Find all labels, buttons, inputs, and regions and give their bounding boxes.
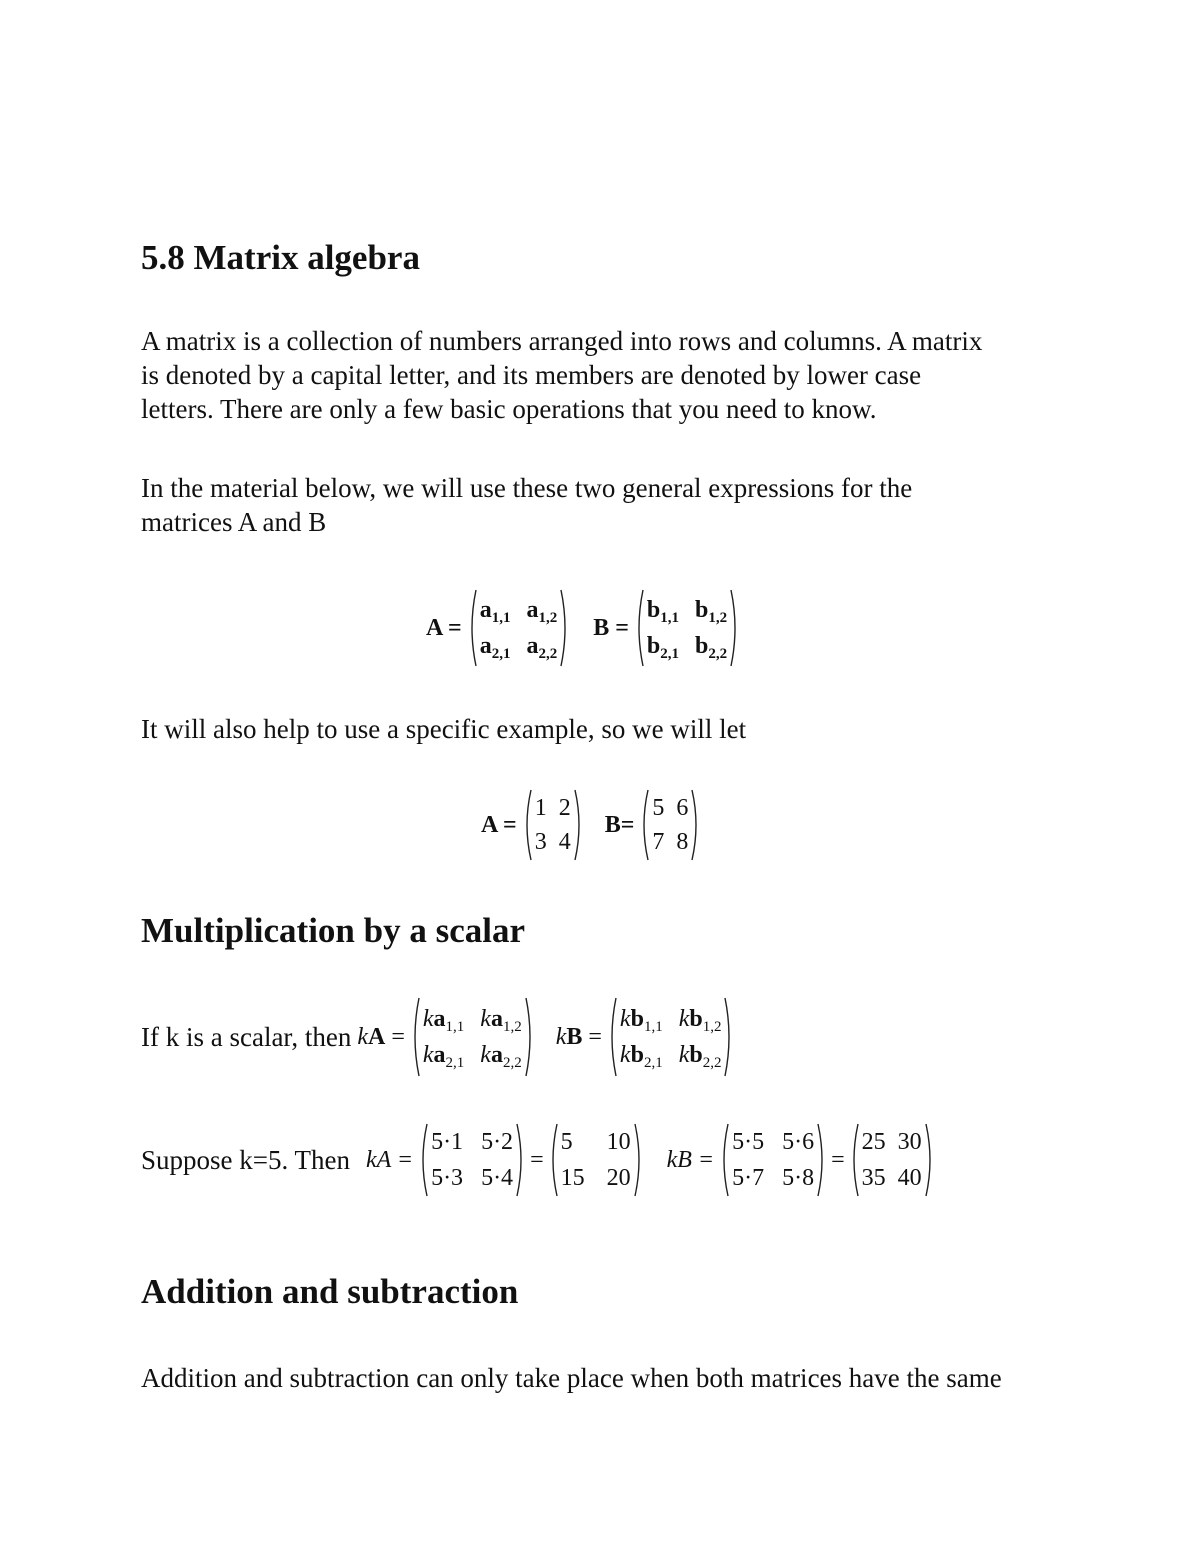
matrix-cell: $ka_{1,2}$ xyxy=(480,1006,522,1035)
general-line: matrices A and B xyxy=(141,507,327,537)
matrix-cell: 5·1 xyxy=(431,1129,464,1155)
left-paren-icon xyxy=(848,1122,860,1198)
matrix-cell: 15 xyxy=(560,1165,585,1191)
matrix-cell: 35 xyxy=(861,1165,886,1191)
matrix-cell: $kb_{2,2}$ xyxy=(678,1042,722,1071)
kb-label: kB = xyxy=(666,1146,715,1173)
scalar-text: If k is a scalar, then xyxy=(141,1022,352,1052)
matrix-b-general xyxy=(633,588,741,668)
intro-line: letters. There are only a few basic operations that you need to know. xyxy=(141,394,877,424)
matrix-cell: 5 xyxy=(560,1129,573,1155)
matrix-cell: 1 xyxy=(534,795,547,821)
intro-paragraph xyxy=(141,324,982,426)
matrix-cell: $b_{1,2}$ xyxy=(694,597,728,626)
matrix-cell: 20 xyxy=(606,1165,631,1191)
general-matrices-equation xyxy=(426,588,741,668)
suppose-text: Suppose k=5. Then xyxy=(141,1145,350,1175)
section-heading-addition: Addition and subtraction xyxy=(141,1272,519,1311)
left-paren-icon xyxy=(409,996,421,1078)
right-paren-icon xyxy=(559,588,571,668)
matrix-cell: $b_{2,2}$ xyxy=(694,633,728,662)
addition-line: Addition and subtraction can only take place when both matrices have the same xyxy=(141,1363,1002,1393)
intro-line: is denoted by a capital letter, and its members are denoted by lower case xyxy=(141,360,922,390)
matrix-cell: 10 xyxy=(606,1129,631,1155)
left-paren-icon xyxy=(606,996,618,1078)
matrix-cell: $kb_{1,1}$ xyxy=(619,1006,663,1035)
matrix-cell: 4 xyxy=(558,829,571,855)
matrix-kb-expression xyxy=(718,1122,828,1198)
matrix-cell: 30 xyxy=(897,1129,922,1155)
matrix-kb-result xyxy=(848,1122,936,1198)
matrix-a-general xyxy=(466,588,572,668)
matrix-cell: 5·7 xyxy=(732,1165,765,1191)
intro-line: A matrix is a collection of numbers arranged into rows and columns. A matrix xyxy=(141,326,983,356)
matrix-cell: 5·3 xyxy=(431,1165,464,1191)
matrix-b-label: B = xyxy=(593,614,629,641)
matrix-cell: 8 xyxy=(676,829,689,855)
matrix-cell: 5 xyxy=(652,795,665,821)
matrix-cell: $ka_{2,1}$ xyxy=(422,1042,465,1071)
right-paren-icon xyxy=(515,1122,527,1198)
right-paren-icon xyxy=(690,788,702,862)
matrix-cell: $a_{2,2}$ xyxy=(526,633,558,662)
matrix-cell: $a_{1,2}$ xyxy=(526,597,558,626)
ka-label: kA = xyxy=(357,1023,405,1050)
matrix-cell: $a_{2,1}$ xyxy=(479,633,511,662)
left-paren-icon xyxy=(547,1122,559,1198)
example-matrices-equation xyxy=(481,788,702,862)
example-paragraph xyxy=(141,712,746,746)
equals-sign: = xyxy=(530,1146,544,1173)
matrix-cell: 7 xyxy=(652,829,665,855)
matrix-cell: $b_{1,1}$ xyxy=(646,597,679,626)
matrix-a-example xyxy=(521,788,585,862)
scalar-general-equation xyxy=(141,996,735,1078)
matrix-ka-general xyxy=(409,996,536,1078)
matrix-cell: 5·6 xyxy=(782,1129,815,1155)
right-paren-icon xyxy=(924,1122,936,1198)
section-heading-scalar: Multiplication by a scalar xyxy=(141,911,526,950)
left-paren-icon xyxy=(633,588,645,668)
left-paren-icon xyxy=(638,788,650,862)
matrix-cell: $ka_{2,2}$ xyxy=(480,1042,522,1071)
general-paragraph xyxy=(141,471,912,539)
right-paren-icon xyxy=(723,996,735,1078)
matrix-ka-result xyxy=(547,1122,645,1198)
addition-paragraph xyxy=(141,1361,1002,1395)
matrix-cell: 5·8 xyxy=(782,1165,815,1191)
matrix-cell: $a_{1,1}$ xyxy=(479,597,511,626)
ka-label: kA = xyxy=(365,1146,414,1173)
page-title: 5.8 Matrix algebra xyxy=(141,238,420,277)
matrix-cell: 5·4 xyxy=(481,1165,514,1191)
matrix-b-example xyxy=(638,788,702,862)
right-paren-icon xyxy=(816,1122,828,1198)
matrix-cell: 25 xyxy=(861,1129,886,1155)
scalar-example-equation xyxy=(141,1122,936,1198)
matrix-cell: 3 xyxy=(534,829,547,855)
matrix-b-label: B= xyxy=(604,811,635,838)
general-line: In the material below, we will use these two general expressions for the xyxy=(141,473,913,503)
matrix-cell: 5·5 xyxy=(732,1129,765,1155)
matrix-cell: $b_{2,1}$ xyxy=(646,633,679,662)
right-paren-icon xyxy=(573,788,585,862)
matrix-cell: 2 xyxy=(558,795,571,821)
matrix-cell: 5·2 xyxy=(481,1129,514,1155)
matrix-cell: $ka_{1,1}$ xyxy=(422,1006,465,1035)
matrix-kb-general xyxy=(606,996,736,1078)
matrix-cell: 40 xyxy=(897,1165,922,1191)
kb-label: kB = xyxy=(555,1023,602,1050)
left-paren-icon xyxy=(718,1122,730,1198)
matrix-cell: 6 xyxy=(676,795,689,821)
left-paren-icon xyxy=(417,1122,429,1198)
left-paren-icon xyxy=(466,588,478,668)
matrix-a-label: A = xyxy=(481,811,517,838)
right-paren-icon xyxy=(524,996,536,1078)
equals-sign: = xyxy=(831,1146,845,1173)
left-paren-icon xyxy=(521,788,533,862)
matrix-a-label: A = xyxy=(426,614,462,641)
example-line: It will also help to use a specific example, so we will let xyxy=(141,714,747,744)
matrix-cell: $kb_{2,1}$ xyxy=(619,1042,663,1071)
matrix-cell: $kb_{1,2}$ xyxy=(678,1006,722,1035)
matrix-ka-expression xyxy=(417,1122,527,1198)
right-paren-icon xyxy=(729,588,741,668)
right-paren-icon xyxy=(633,1122,645,1198)
